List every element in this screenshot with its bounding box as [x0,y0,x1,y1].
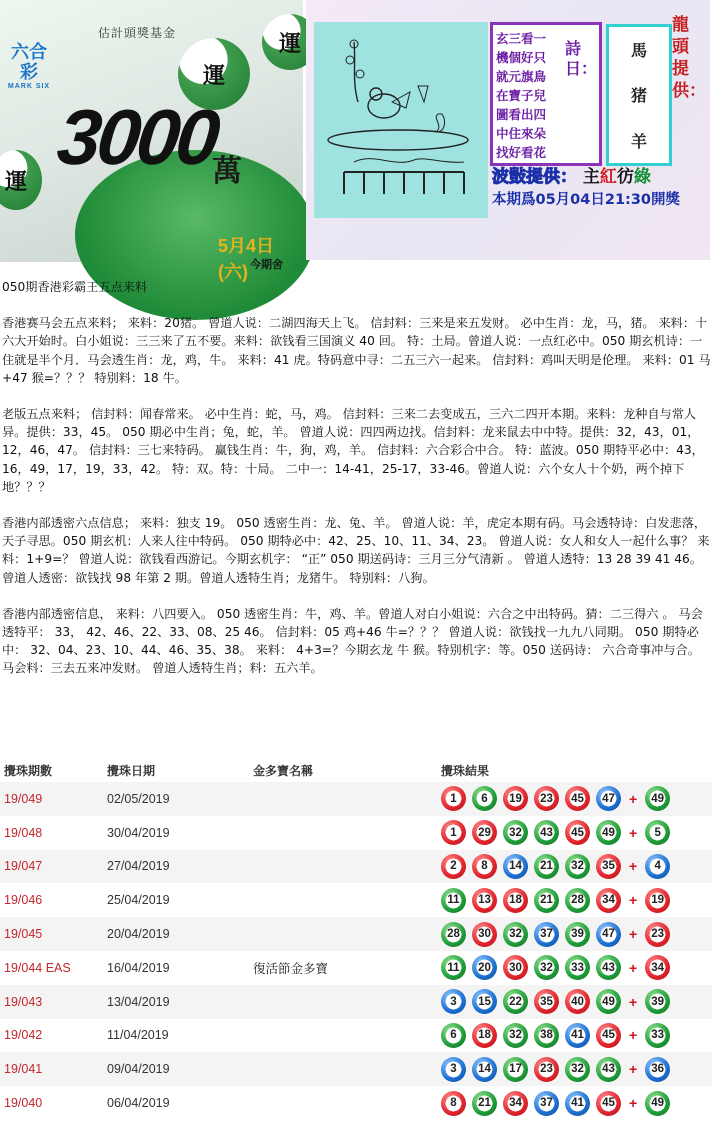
number-ball: 43 [596,1057,621,1082]
zodiac-sign: 猪 [630,86,647,106]
draw-date: 5月4日(六) [218,236,275,282]
draw-result-cell [441,854,676,879]
plus-icon: + [629,858,638,875]
plus-icon: + [629,926,638,943]
special-number-ball: 5 [645,820,670,845]
snowball-name-cell: 復活節金多寶 [253,961,329,976]
number-ball: 14 [503,854,528,879]
table-row [0,850,712,884]
draw-date-cell: 20/04/2019 [107,927,170,942]
number-ball: 1 [441,820,466,845]
number-ball: 32 [503,1023,528,1048]
draw-result-cell [441,922,676,947]
number-ball: 32 [503,922,528,947]
poem-line: 玄三看一 [496,31,547,46]
number-ball: 21 [534,854,559,879]
special-number-ball: 33 [645,1023,670,1048]
table-row [0,782,712,816]
number-ball: 32 [534,955,559,980]
issue-link[interactable]: 19/044 EAS [4,960,71,975]
table-row [0,917,712,951]
draw-time: 本期爲05月04日21:30開獎 [492,192,681,208]
number-ball: 33 [565,955,590,980]
special-number-ball: 36 [645,1057,670,1082]
number-ball: 14 [472,1057,497,1082]
table-row [0,1019,712,1053]
plus-icon: + [629,1027,638,1044]
table-row [0,883,712,917]
table-row [0,985,712,1019]
number-ball: 32 [503,820,528,845]
issue-link[interactable]: 19/042 [4,1028,43,1043]
number-ball: 11 [441,955,466,980]
poem-banner [306,0,710,260]
fund-label: 估計頭獎基金 [98,26,177,40]
special-number-ball: 49 [645,786,670,811]
zodiac-box [606,24,672,166]
jackpot-unit: 萬 [212,154,242,189]
number-ball: 47 [596,786,621,811]
logo-cn: 六合彩 [11,42,47,82]
number-ball: 30 [472,922,497,947]
issue-link[interactable]: 19/049 [4,791,43,806]
number-ball: 13 [472,888,497,913]
poem-title: 詩日： [565,39,598,78]
draw-date-cell: 27/04/2019 [107,859,170,874]
draw-result-cell [441,888,676,913]
header-name: 金多寶名稱 [253,763,314,778]
issue-link[interactable]: 19/040 [4,1096,43,1111]
sketch-image [314,22,488,218]
number-ball: 28 [565,888,590,913]
number-ball: 41 [565,1023,590,1048]
mark-six-logo [6,42,52,91]
special-number-ball: 49 [645,1091,670,1116]
cut-off-label: 今期舍 [250,258,283,271]
plus-icon: + [629,892,638,909]
number-ball: 43 [596,955,621,980]
article-paragraph: 香港内部透密信息， 来料：八四要入。 050 透密生肖：牛，鸡、羊。曾道人对白小姐说：六合之中出特码。猜：二三得六 。 马会透特平： 33， 42、46、22、33、08、25 46。 信封料：05 鸡+46 牛=？？？ 曾道人说：欲钱找一九九八同期。 050 期特必中： 32、04、23、10、44、46、35、38。 来料： 4+3=？今期玄龙 牛 猴。特别机字：等。050 送码诗： 六合奇事冲与合。 马会料：三去五来冲发财。 曾道人透特生肖；料：五六羊。 [2,606,703,676]
number-ball: 23 [534,1057,559,1082]
number-ball: 49 [596,820,621,845]
draw-result-cell [441,786,676,811]
number-ball: 3 [441,1057,466,1082]
article-paragraph: 香港内部透密六点信息； 来料：独支 19。 050 透密生肖：龙、兔、羊。 曾道人说：羊，虎定本期有码。马会透特诗：白发悲落，天子寻思。050 期玄机：人来人往中特码。 050 期特必中：42、25、10、11、34、23。 曾道人说：女人和女人一起什么事？ 来料：1+9=？ 曾道人说：欲钱看西游记。今期玄机字： “正” 050 期送码诗：三月三分气清新 。 曾道人透特：13 28 39 41 46。曾道人透密：欲钱找 98 年第 2 期。曾道人透特生肖；龙猪牛。 特别料：八狗。 [2,516,710,585]
header-date: 攪珠日期 [107,763,156,778]
number-ball: 6 [472,786,497,811]
plus-icon: + [629,993,638,1010]
number-ball: 1 [441,786,466,811]
poem-line: 在寶子兒 [496,88,547,103]
table-row [0,1052,712,1086]
table-header [0,758,712,782]
provider-name-1: 主 [582,167,600,187]
table-body [0,782,712,1120]
number-ball: 8 [441,1091,466,1116]
draw-result-cell [441,989,676,1014]
number-ball: 35 [534,989,559,1014]
number-ball: 32 [565,854,590,879]
ball-char: 運 [278,31,301,57]
number-ball: 47 [596,922,621,947]
poem-box [490,22,602,166]
number-ball: 21 [472,1091,497,1116]
number-ball: 30 [503,955,528,980]
poem-line: 圖看出四 [496,107,547,122]
article-paragraph: 香港赛马会五点来料； 来料：20猪。 曾道人说：二湖四海天上飞。 信封料：三来是来五发财。 必中生肖：龙，马，猪。 来料：十六大开始时。白小姐说：三三来了五不要。来料：欲钱看三国演义 40 回。 特：土局。曾道人说：一点红必中。050 期玄机诗：一住就是半个月．马会透生肖：龙，鸡，牛。 来料：41 虎。特码意中寻：二五三六一起来。 信封料：鸡叫天明是伦理。 来料：01 马+47 猴=？？？ 特别料：18 牛。 [2,316,711,385]
plus-icon: + [629,790,638,807]
number-ball: 28 [441,922,466,947]
issue-link[interactable]: 19/043 [4,994,43,1009]
number-ball: 18 [472,1023,497,1048]
provider-side-label: 龍頭提供： [672,15,706,101]
number-ball: 45 [596,1091,621,1116]
number-ball: 43 [534,820,559,845]
special-number-ball: 4 [645,854,670,879]
bird-sketch-icon [314,22,488,218]
poem-line: 中住來朵 [496,126,547,141]
number-ball: 20 [472,955,497,980]
results-table [0,758,712,1120]
zodiac-sign: 羊 [630,131,647,151]
number-ball: 38 [534,1023,559,1048]
issue-link[interactable]: 19/048 [4,825,43,840]
number-ball: 32 [565,1057,590,1082]
table-row [0,816,712,850]
poem-line: 就元旗鳥 [496,69,547,84]
issue-link[interactable]: 19/047 [4,859,43,874]
number-ball: 3 [441,989,466,1014]
logo-en: MARK SIX [7,83,51,90]
provider-name-3: 彷 [616,167,634,187]
number-ball: 22 [503,989,528,1014]
draw-result-cell [441,1091,676,1116]
number-ball: 45 [565,786,590,811]
draw-result-cell [441,820,676,845]
plus-icon: + [629,1095,638,1112]
poem-line: 找好看花 [496,145,547,160]
number-ball: 21 [534,888,559,913]
plus-icon: + [629,1061,638,1078]
number-ball: 8 [472,854,497,879]
issue-link[interactable]: 19/045 [4,927,43,942]
number-ball: 34 [596,888,621,913]
number-ball: 49 [596,989,621,1014]
header-issue: 攪珠期數 [4,763,53,778]
plus-icon: + [629,824,638,841]
number-ball: 37 [534,1091,559,1116]
number-ball: 37 [534,922,559,947]
draw-date-cell: 09/04/2019 [107,1062,170,1077]
article-heading: 050期香港彩霸王五点来料 [2,280,148,294]
number-ball: 39 [565,922,590,947]
ball-char: 運 [4,169,27,195]
poem-line: 機個好只 [496,50,547,65]
number-ball: 11 [441,888,466,913]
number-ball: 41 [565,1091,590,1116]
draw-date-cell: 02/05/2019 [107,791,170,806]
draw-date-cell: 06/04/2019 [107,1096,170,1111]
ball-icon [0,150,42,210]
number-ball: 19 [503,786,528,811]
number-ball: 34 [503,1091,528,1116]
number-ball: 2 [441,854,466,879]
draw-result-cell [441,1057,676,1082]
number-ball: 29 [472,820,497,845]
number-ball: 40 [565,989,590,1014]
special-number-ball: 34 [645,955,670,980]
special-number-ball: 23 [645,922,670,947]
number-ball: 35 [596,854,621,879]
draw-date-cell: 11/04/2019 [107,1028,169,1043]
number-ball: 17 [503,1057,528,1082]
article-body [2,278,714,678]
draw-result-cell [441,1023,676,1048]
table-row [0,1086,712,1120]
draw-date-cell: 25/04/2019 [107,893,170,908]
draw-date-cell: 30/04/2019 [107,825,170,840]
number-ball: 45 [596,1023,621,1048]
poem-lines [496,29,558,162]
table-row [0,951,712,985]
provider-name-4: 綠 [633,167,651,187]
plus-icon: + [629,959,638,976]
number-ball: 18 [503,888,528,913]
draw-date-cell: 16/04/2019 [107,960,170,975]
draw-result-cell [441,955,676,980]
article-paragraph: 老版五点来料； 信封料：闻春常来。 必中生肖：蛇，马，鸡。 信封料：三来二去变成五，三六二四开本期。来料：龙种自与常人异。提供：33，45。 050 期必中生肖；兔，蛇，羊。 曾道人说：四四两边找。信封料：龙来鼠去中中特。提供：32，43，01，12，46，47。 信封料：三七来特码。 赢钱生肖：牛，狗，鸡，羊。 信封料：六合彩合中合。 特：蓝波。050 期特平必中：43，16，49，17，19，33，42。 特：双。特：十局。 二中一：14-41，25-17，33-46。曾道人说：六个女人十个奶，两个掉下地？？？ [2,407,704,494]
special-number-ball: 39 [645,989,670,1014]
number-ball: 15 [472,989,497,1014]
number-ball: 23 [534,786,559,811]
header-result: 攪珠結果 [441,763,490,778]
zodiac-sign: 馬 [630,41,647,61]
number-ball: 6 [441,1023,466,1048]
provider-label: 波敱提供： [492,167,577,187]
issue-link[interactable]: 19/041 [4,1062,43,1077]
provider-line [492,162,651,187]
draw-date-cell: 13/04/2019 [107,994,170,1009]
issue-link[interactable]: 19/046 [4,893,43,908]
special-number-ball: 19 [645,888,670,913]
provider-name-2: 紅 [599,167,617,187]
number-ball: 45 [565,820,590,845]
jackpot-amount: 3000 [53,93,221,181]
ball-char: 運 [202,63,225,89]
